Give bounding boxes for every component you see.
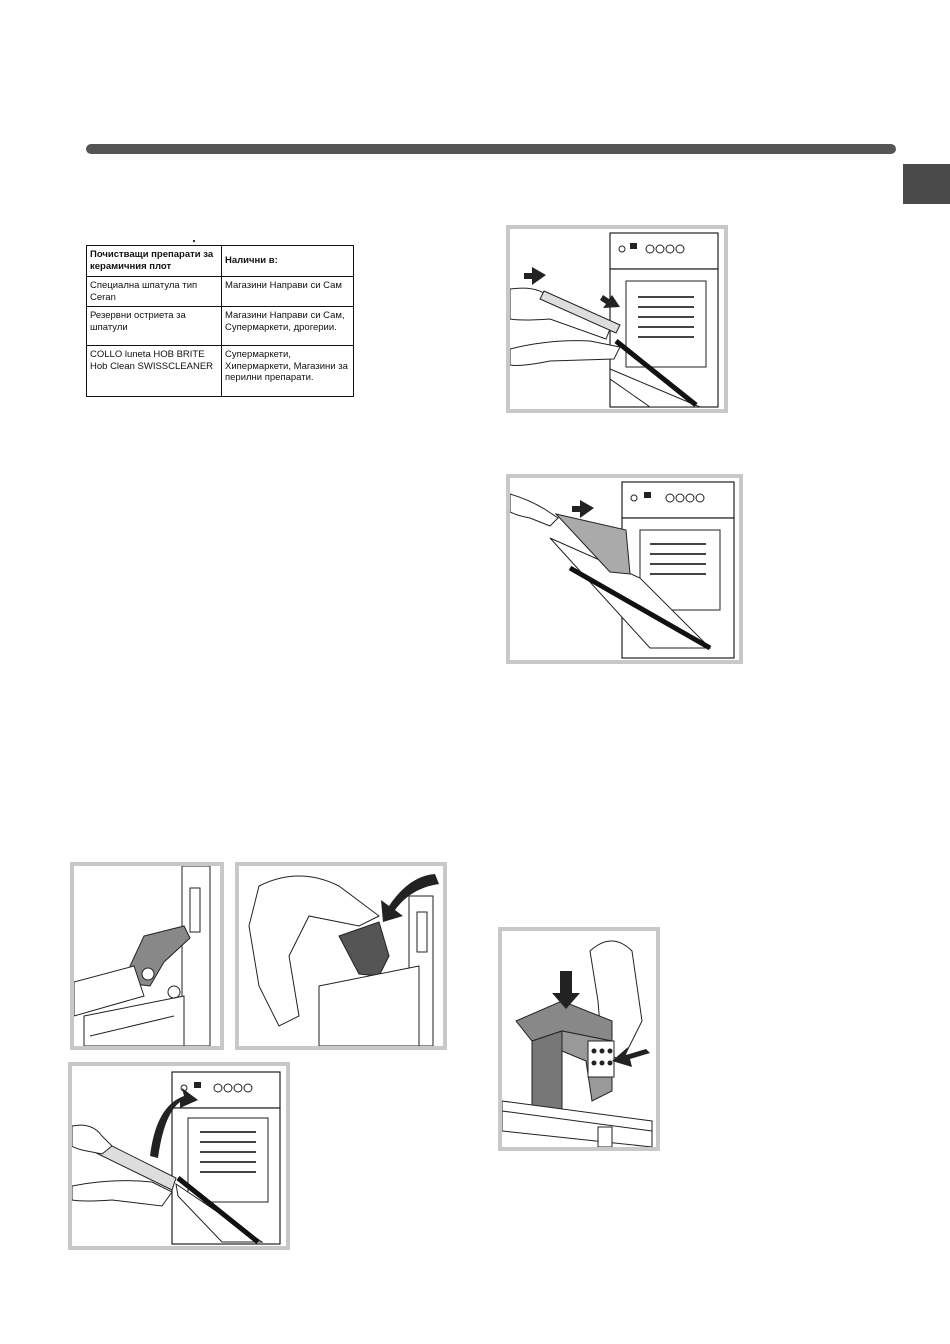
- table-cell: Резервни остриета за шпатули: [87, 307, 222, 346]
- hinge-lever-press-icon: [239, 866, 443, 1046]
- table-row: [87, 346, 354, 397]
- language-tab: [903, 164, 950, 204]
- table-cell: Магазини Направи си Сам: [222, 277, 354, 307]
- table-cell: Супермаркети, Хипермаркети, Магазини за перилни препарати.: [222, 346, 354, 397]
- dot-mark: [193, 240, 195, 242]
- table-cell: COLLO luneta HOB BRITE Hob Clean SWISSCLEANER: [87, 346, 222, 397]
- oven-door-lift-off-figure: [68, 1062, 290, 1250]
- door-hinge-closeup-figure: [70, 862, 224, 1050]
- table-cell: Магазини Направи си Сам, Супермаркети, дрогерии.: [222, 307, 354, 346]
- oven-glass-panel-slide-out-figure: [506, 474, 743, 664]
- table-row: [87, 307, 354, 346]
- oven-door-glass-pull-out-figure: [506, 225, 728, 413]
- hinge-clip-press-icon: [502, 931, 656, 1147]
- oven-door-glass-pull-out-icon: [510, 229, 724, 409]
- top-divider: [86, 144, 896, 154]
- oven-glass-panel-slide-out-icon: [510, 478, 739, 660]
- cleaners-table: [86, 245, 354, 397]
- table-header-row: [87, 246, 354, 277]
- door-hinge-closeup-icon: [74, 866, 220, 1046]
- hinge-lever-press-figure: [235, 862, 447, 1050]
- table-header-cell: Налични в:: [222, 246, 354, 277]
- hinge-clip-press-figure: [498, 927, 660, 1151]
- table-header-cell: Почистващи препарати за керамичния плот: [87, 246, 222, 277]
- table-cell: Специална шпатула тип Ceran: [87, 277, 222, 307]
- oven-door-lift-off-icon: [72, 1066, 286, 1246]
- table-row: [87, 277, 354, 307]
